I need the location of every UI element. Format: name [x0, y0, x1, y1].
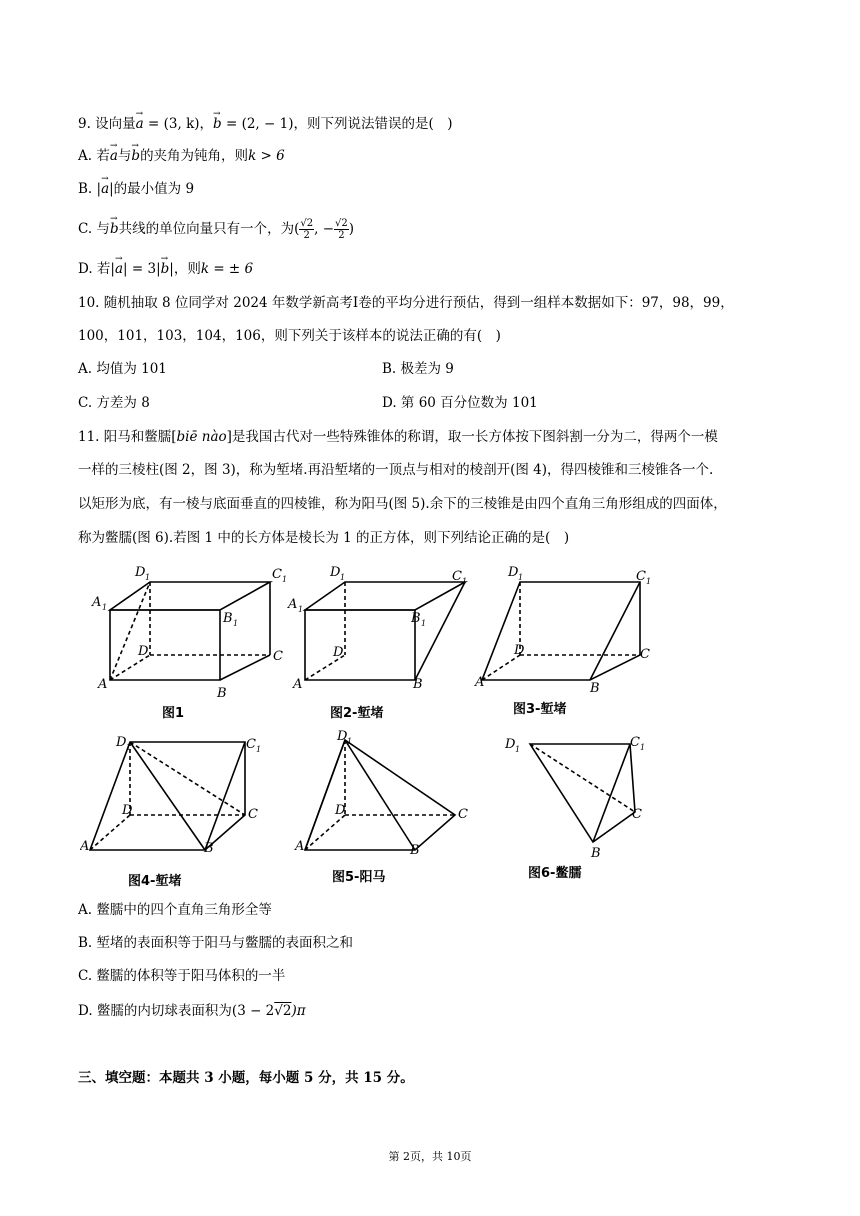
q10-stem-line1: 10. 随机抽取 8 位同学对 2024 年数学新高考Ⅰ卷的平均分进行预估，得到一组样本数据如下：97，98，99，: [78, 295, 734, 311]
svg-text:D: D: [138, 644, 149, 659]
section-3-heading: 三、填空题：本题共 3 小题，每小题 5 分，共 15 分。: [78, 1070, 414, 1086]
svg-text:B: B: [590, 681, 600, 696]
svg-text:D: D: [508, 565, 519, 580]
q9-stem: 9. 设向量→ a = (3, k)，→ b = (2, − 1)，则下列说法错误的是( ): [78, 114, 453, 134]
figure-3-caption: 图3-堑堵: [513, 702, 567, 717]
svg-text:D: D: [116, 735, 127, 750]
svg-text:A: A: [475, 675, 485, 690]
q11-option-b: B. 堑堵的表面积等于阳马与鳖臑的表面积之和: [78, 935, 354, 951]
svg-text:1: 1: [126, 743, 132, 752]
svg-text:1: 1: [640, 743, 646, 752]
svg-text:1: 1: [518, 573, 524, 582]
svg-text:A: A: [288, 597, 298, 612]
q10-option-a: A. 均值为 101: [78, 361, 167, 377]
figure-1-cube: [110, 582, 270, 680]
svg-text:D: D: [333, 645, 344, 660]
figure-5-yangma: [305, 740, 455, 850]
svg-text:B: B: [410, 843, 420, 858]
svg-text:C: C: [248, 807, 258, 822]
q11-figure: [80, 560, 680, 890]
q11-option-a: A. 鳖臑中的四个直角三角形全等: [78, 902, 272, 918]
svg-text:C: C: [636, 569, 646, 584]
svg-text:1: 1: [340, 573, 346, 582]
svg-text:1: 1: [515, 745, 521, 754]
svg-text:C: C: [640, 647, 650, 662]
svg-text:1: 1: [145, 573, 151, 582]
page-footer: 第 2页，共 10页: [388, 1150, 472, 1163]
svg-text:1: 1: [102, 603, 108, 612]
svg-text:A: A: [92, 595, 102, 610]
svg-text:B: B: [591, 846, 601, 861]
figure-2-caption: 图2-堑堵: [330, 706, 384, 721]
figure-2-qiandu: [305, 582, 465, 680]
q10-option-b: B. 极差为 9: [382, 361, 454, 377]
q11-option-c: C. 鳖臑的体积等于阳马体积的一半: [78, 968, 286, 984]
q11-stem-line4: 称为鳖臑(图 6).若图 1 中的长方体是棱长为 1 的正方体，则下列结论正确的是( ): [78, 530, 570, 546]
svg-text:C: C: [458, 807, 468, 822]
svg-text:D: D: [505, 737, 516, 752]
figure-6-caption: 图6-鳖臑: [528, 866, 582, 881]
svg-text:A: A: [98, 677, 108, 692]
svg-text:D: D: [337, 729, 348, 744]
svg-text:1: 1: [298, 605, 304, 614]
svg-text:D: D: [122, 803, 133, 818]
svg-text:1: 1: [233, 619, 239, 628]
svg-text:C: C: [246, 737, 256, 752]
svg-text:1: 1: [646, 577, 652, 586]
svg-text:C: C: [632, 807, 642, 822]
q9-option-c: C. 与→ b共线的单位向量只有一个，为( $\frac{√2}{2}$ , − $\frac{√2}{2}$ ): [78, 218, 354, 241]
svg-text:1: 1: [462, 577, 468, 586]
q10-stem-line2: 100，101，103，104，106，则下列关于该样本的说法正确的有( ): [78, 328, 501, 344]
q10-option-c: C. 方差为 8: [78, 395, 150, 411]
svg-text:B: B: [413, 677, 423, 692]
svg-text:C: C: [630, 735, 640, 750]
svg-text:C: C: [452, 569, 462, 584]
q11-option-d: D. 鳖臑的内切球表面积为(3 − 2√2)π: [78, 1003, 306, 1019]
q9-option-b: B. |→ a|的最小值为 9: [78, 179, 194, 199]
svg-text:1: 1: [256, 745, 262, 754]
svg-text:A: A: [80, 839, 90, 854]
q9-option-d: D. 若|→ a| = 3|→ b|，则k = ± 6: [78, 259, 253, 279]
svg-text:1: 1: [421, 619, 427, 628]
svg-text:C: C: [272, 567, 282, 582]
q10-option-d: D. 第 60 百分位数为 101: [382, 395, 538, 411]
q9-option-a: A. 若→ a与→ b的夹角为钝角，则k > 6: [78, 146, 285, 166]
svg-text:D: D: [335, 803, 346, 818]
svg-text:A: A: [293, 677, 303, 692]
svg-text:B: B: [411, 611, 421, 626]
svg-text:C: C: [273, 649, 283, 664]
figure-1-caption: 图1: [162, 706, 185, 721]
svg-text:B: B: [204, 841, 214, 856]
svg-text:A: A: [295, 839, 305, 854]
figure-3-qiandu: [482, 582, 640, 680]
svg-text:1: 1: [347, 737, 353, 746]
figure-6-bienao: [530, 744, 635, 842]
svg-text:D: D: [514, 643, 525, 658]
figure-5-caption: 图5-阳马: [332, 870, 386, 885]
svg-text:B: B: [223, 611, 233, 626]
svg-text:1: 1: [282, 575, 288, 584]
figure-4-qiandu: [90, 742, 245, 850]
svg-text:B: B: [217, 686, 227, 701]
q11-stem-line3: 以矩形为底，有一棱与底面垂直的四棱锥，称为阳马(图 5).余下的三棱锥是由四个直角三角形组成的四面体，: [78, 496, 727, 512]
figure-4-caption: 图4-堑堵: [128, 874, 182, 889]
q11-stem-line1: 11. 阳马和鳖臑[biē nào]是我国古代对一些特殊锥体的称谓，取一长方体按下图斜割一分为二，得两个一模: [78, 429, 718, 445]
q11-stem-line2: 一样的三棱柱(图 2，图 3)，称为堑堵.再沿堑堵的一顶点与相对的棱剖开(图 4)，得四棱锥和三棱锥各一个.: [78, 462, 714, 478]
svg-text:D: D: [135, 565, 146, 580]
svg-text:D: D: [330, 565, 341, 580]
